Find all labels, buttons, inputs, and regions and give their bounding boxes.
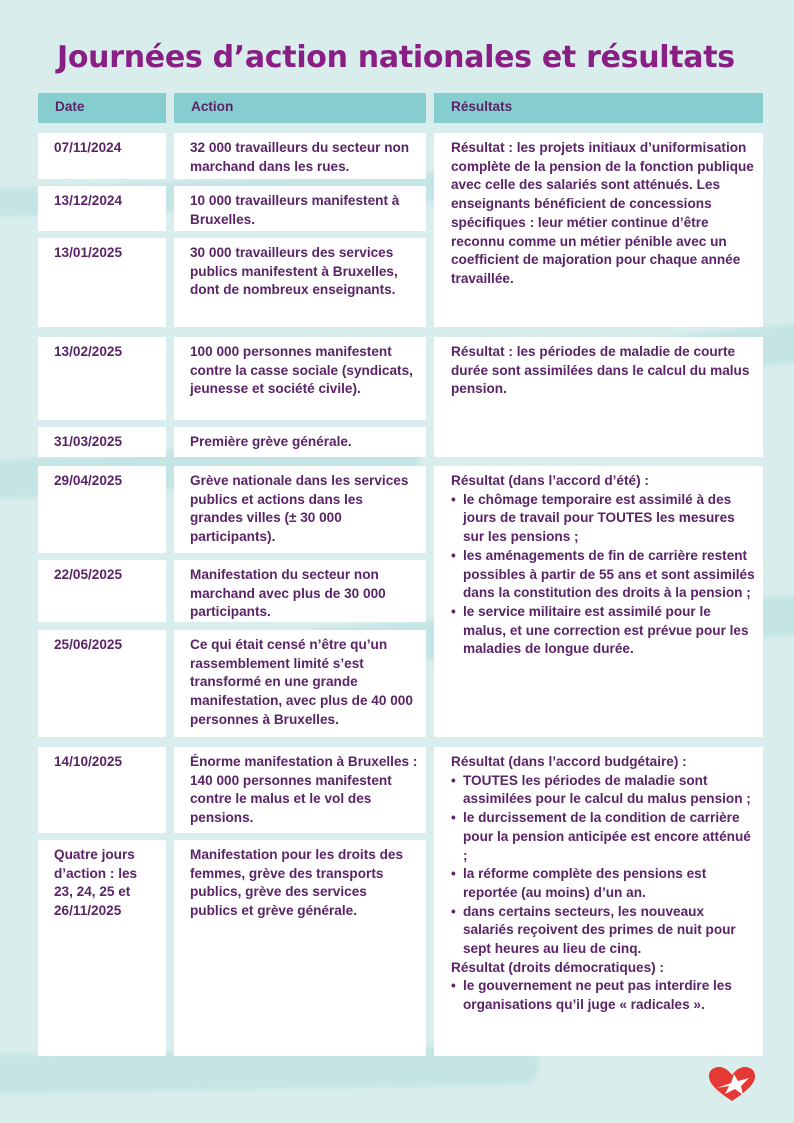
result-cell: [434, 133, 763, 327]
result-cell: [434, 747, 763, 1056]
action-cell: Ce qui était censé n’être qu’un rassemblement limité s’est transformé en une grande manifestation, avec plus de 40 000 personnes à Bruxelles.: [174, 630, 426, 737]
result-bullet-list: [451, 491, 757, 659]
column-header-action: Action: [174, 93, 426, 123]
result-bullet: • le gouvernement ne peut pas interdire les organisations qu’il juge « radicales ».: [451, 977, 757, 1014]
date-cell: 14/10/2025: [38, 747, 166, 833]
date-cell: 07/11/2024: [38, 133, 166, 179]
page-title: Journées d’action nationales et résultats: [57, 40, 735, 75]
result-heading: Résultat (dans l’accord budgétaire) :: [451, 754, 687, 769]
result-cell: [434, 337, 763, 457]
action-cell: Manifestation pour les droits des femmes, grève des transports publics, grève des services publics et grève générale.: [174, 840, 426, 1056]
action-cell: Énorme manifestation à Bruxelles : 140 000 personnes manifestent contre le malus et le vol des pensions.: [174, 747, 426, 833]
date-cell: 22/05/2025: [38, 560, 166, 622]
action-cell: 30 000 travailleurs des services publics manifestent à Bruxelles, dont de nombreux enseignants.: [174, 238, 426, 327]
date-cell: 13/01/2025: [38, 238, 166, 327]
action-cell: 32 000 travailleurs du secteur non marchand dans les rues.: [174, 133, 426, 179]
column-header-date: Date: [38, 93, 166, 123]
date-cell: 31/03/2025: [38, 427, 166, 457]
result-bullet: • TOUTES les périodes de maladie sont assimilées pour le calcul du malus pension ;: [451, 772, 757, 809]
action-cell: Manifestation du secteur non marchand avec plus de 30 000 participants.: [174, 560, 426, 622]
result-bullet: • la réforme complète des pensions est reportée (au moins) d’un an.: [451, 865, 757, 902]
result-bullet: • le durcissement de la condition de carrière pour la pension anticipée est encore atténué ;: [451, 809, 757, 865]
result-heading: Résultat (dans l’accord d’été) :: [451, 473, 649, 488]
result-bullet: • les aménagements de fin de carrière restent possibles à partir de 55 ans et sont assimilés dans la constitution des droits à la pension ;: [451, 547, 757, 603]
action-cell: 100 000 personnes manifestent contre la casse sociale (syndicats, jeunesse et société civile).: [174, 337, 426, 420]
action-cell: Grève nationale dans les services publics et actions dans les grandes villes (± 30 000 participants).: [174, 466, 426, 553]
result-bullet-list: [451, 772, 757, 959]
date-cell: 25/06/2025: [38, 630, 166, 737]
result-text: Résultat : les projets initiaux d’uniformisation complète de la pension de la fonction publique avec celle des salariés sont atténués. Les enseignants bénéficient de concessions spécifiques : leur métier continue d’être reconnu comme un métier pénible avec un coefficient de majoration pour chaque année travaillée.: [451, 140, 754, 286]
action-cell: 10 000 travailleurs manifestent à Bruxelles.: [174, 186, 426, 231]
column-header-results: Résultats: [434, 93, 763, 123]
action-cell: Première grève générale.: [174, 427, 426, 457]
date-cell: 13/12/2024: [38, 186, 166, 231]
result-bullet: • le chômage temporaire est assimilé à des jours de travail pour TOUTES les mesures sur les pensions ;: [451, 491, 757, 547]
result-heading: Résultat (droits démocratiques) :: [451, 959, 664, 975]
date-cell: 29/04/2025: [38, 466, 166, 553]
result-cell: [434, 466, 763, 737]
date-cell: 13/02/2025: [38, 337, 166, 420]
heart-star-icon: [707, 1066, 757, 1102]
date-cell: Quatre jours d’action : les 23, 24, 25 et 26/11/2025: [38, 840, 166, 1056]
result-bullet: • dans certains secteurs, les nouveaux salariés reçoivent des primes de nuit pour sept heures au lieu de cinq.: [451, 903, 757, 959]
result-text: Résultat : les périodes de maladie de courte durée sont assimilées dans le calcul du malus pension.: [451, 344, 750, 397]
result-bullet: • le service militaire est assimilé pour le malus, et une correction est prévue pour les maladies de longue durée.: [451, 603, 757, 659]
result-bullet-list: [451, 977, 757, 1014]
